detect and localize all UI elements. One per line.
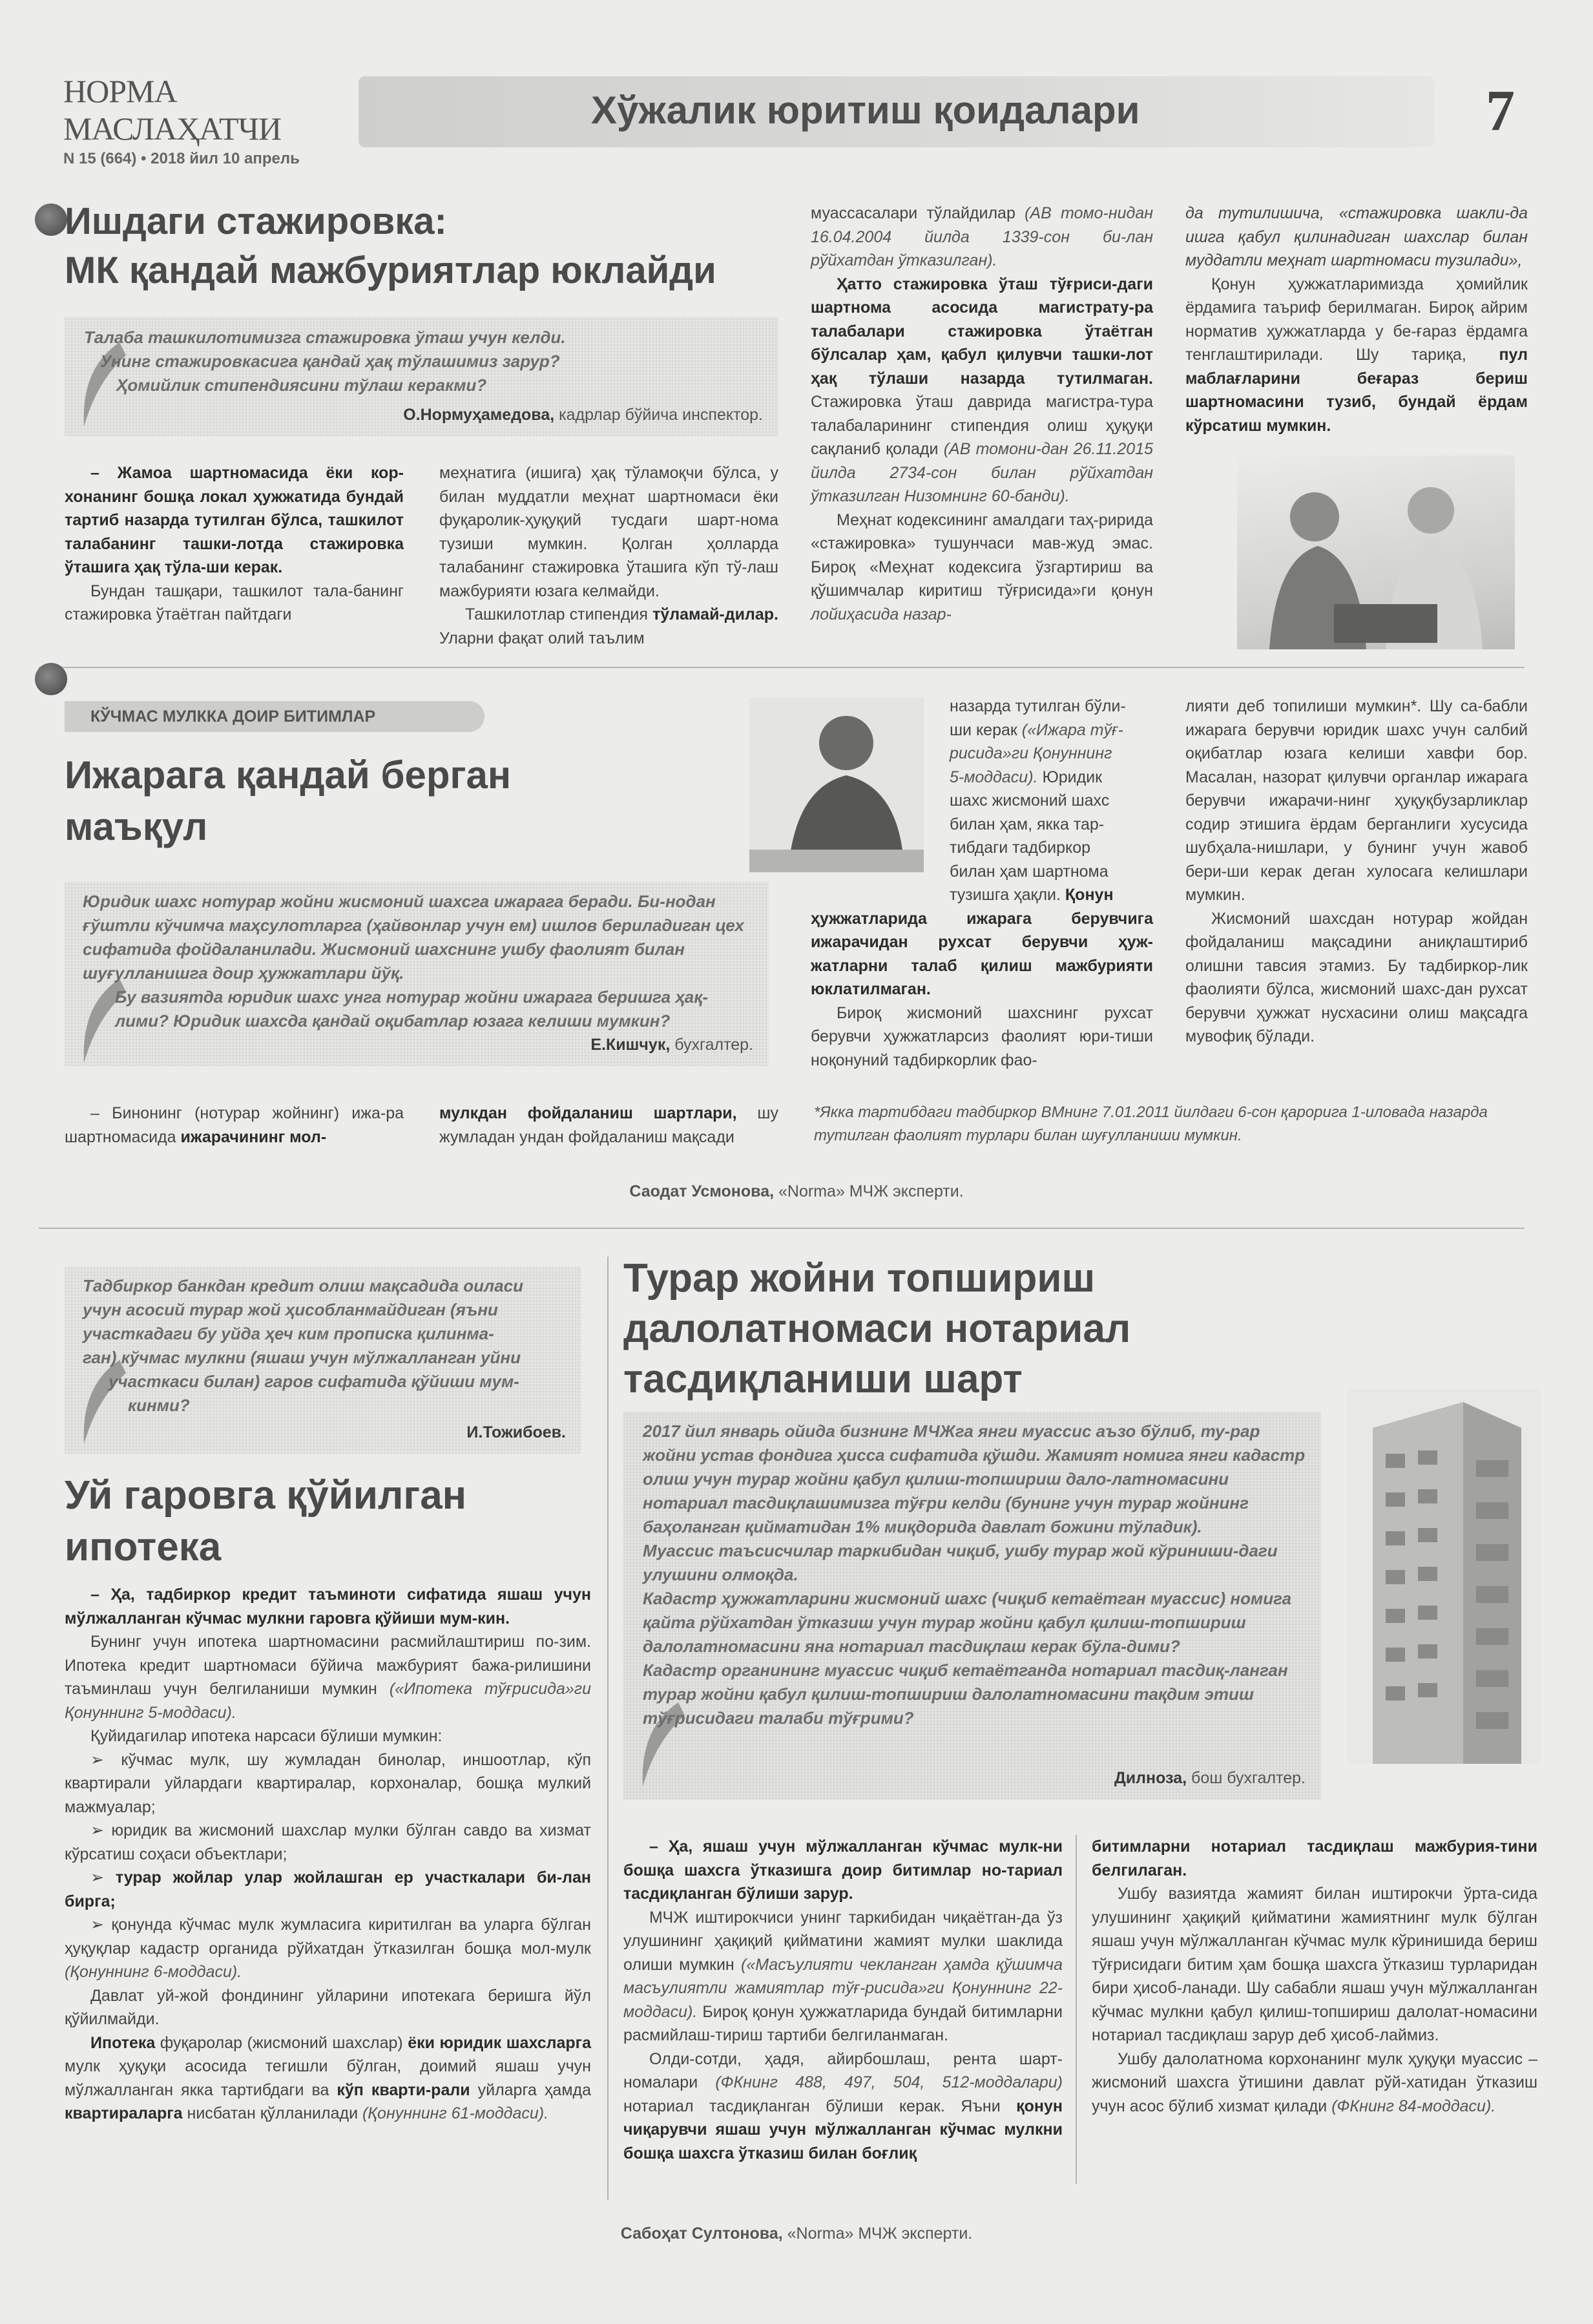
question-author: Е.Кишчук, бухгалтер. (590, 1036, 753, 1054)
question-author: Дилноза, бош бухгалтер. (1114, 1769, 1306, 1787)
article3-question (65, 1266, 581, 1454)
article2-col1: – Бинонинг (нотурар жойнинг) ижа-ра шартномасида ижарачининг мол- (65, 1104, 404, 1146)
article1-col1: – Жамоа шартномасида ёки кор-хонанинг бошқа локал ҳужжатида бундай тартиб назарда тутилган бўлса, ташкилот талабанинг ташки-лотда стажировка ўташига ҳақ тўла-ши керак. Бундан ташқари, ташкилот тала-банинг стажировка ўтаётган пайтдаги (65, 464, 404, 623)
question-line: Унинг стажировкасига қандай ҳақ тўлашимиз зарур? (100, 351, 560, 371)
page-number: 7 (1486, 79, 1515, 143)
brand-logo: НОРМА МАСЛАҲАТЧИ (63, 73, 282, 147)
article1-col3: муассасалари тўлайдилар (АВ томо-нидан 16.04.2004 йилда 1339-сон би-лан рўйхатдан ўтказилган). Ҳатто стажировка ўташ тўғриси-даги шартнома асосида магистрату-ра талабалари стажировка ўтаётган бўлсалар ҳам, қабул қилувчи ташки-лот ҳақ тўлаши назарда тутилмаган. Стажировка ўташ даврида магистра-тура талабаларининг стипендия олиш ҳуқуқи сақланиб қолади (АВ томони-дан 26.11.2015 йилда 2734-сон билан рўйхатдан ўтказилган Низомнинг 60-банди). Меҳнат кодексининг амалдаги таҳ-ририда «стажировка» тушунчаси мав-жуд эмас. Бироқ «Меҳнат кодексига ўзгартириш ва қўшимчалар киритиш тўғрисида»ги қонун лойиҳасида назар- (811, 204, 1154, 623)
article4-byline: Сабоҳат Султонова, «Norma» МЧЖ эксперти. (620, 2225, 973, 2243)
article1-col4: да тутилишича, «стажировка шакли-да ишга қабул қилинадиган шахслар билан муддатли меҳнат шартномаси тузилади», Қонун ҳужжатларимизда ҳомийлик ёрдамига таъриф берилмаган. Бироқ айрим норматив ҳужжатларда у бе-ғараз ёрдамга тенглаштирилади. Шу тариқа, пул маблағларини беғараз бериш шартномасини тузиб, бундай ёрдам кўрсатиш мумкин. (1185, 204, 1528, 435)
article2-title-line1: Ижарага қандай берган (65, 753, 512, 797)
article3-title (65, 1470, 581, 1573)
article4-question: 2017 йил январь ойида бизнинг МЧЖга янги муассис аъзо бўлиб, ту-рар жойни устав фондига ҳисса сифатида қўшди. Жамият номига янги кадастр олиш учун турар жойни қабул қилиш-топшириш дало-латномасини нотариал тасдиқлашимизга тўғри келди (бунинг учун турар жойнинг баҳоланган қийматидан 1% миқдорида давлат божини тўладик). Муассис таъсисчилар таркибидан чиқиб, ушбу турар жой кўриниши-даги улушини олмоқда. Кадастр ҳужжатларини жисмоний шахс (чиқиб кетаётган муассис) номига қайта рўйхатдан ўтказиш учун турар жойни қабул қилиш-топшириш далолатномасини яна нотариал тасдиқлаш керак бўла-дими? Кадастр органининг муассис чиқиб кетаётганда нотариал тасдиқ-ланган турар жойни қабул қилиш-топшириш далолатномасини тақдим этиш тўғрисидаги талаби тўғрими? Дилноза, бош бухгалтер. (623, 1412, 1321, 1799)
section-divider (39, 667, 1525, 668)
article2-col4: лияти деб топилиши мумкин*. Шу са-бабли ижарага берувчи юридик шахс учун салбий оқибатлар юзага келиши хавфи бор. Масалан, назорат қилувчи органлар ижарага берувчи ижарачи-нинг ҳуқуқбузарликлар содир этишига ёрдам берганлиги хусусида шубҳала-нишлари, у бунинг учун жавоб бери-ши керак деган хулосага келишлари мумкин. Жисмоний шахсдан нотурар жойдан фойдаланиш мақсадини аниқлаштириб олишни тавсия этамиз. Бу тадбиркор-лик фаолияти бўлса, жисмоний шахс-дан рухсат берувчи ҳужжат нусхасини олиш мақсадга мувофиқ бўлади. (1185, 697, 1528, 1045)
question-line: Талаба ташкилотимизга стажировка ўташ учун келди. (84, 328, 566, 347)
article3-body: – Ҳа, тадбиркор кредит таъминоти сифатида яшаш учун мўлжалланган кўчмас мулкни гаровга қўйиши мум-кин. Бунинг учун ипотека шартномасини расмийлаштириш по-зим. Ипотека кредит шартномаси бўйича мажбурият бажа-рилишини таъминлаш учун белгиланиши мумкин («Ипотека тўғрисида»ги Қонуннинг 5-моддаси). Қуйидагилар ипотека нарсаси бўлиши мумкин: ➢ кўчмас мулк, шу жумладан бинолар, иншоотлар, кўп квартирали уйлардаги квартиралар, корхоналар, бошқа мулкий мажмуалар; ➢ юридик ва жисмоний шахслар мулки бўлган савдо ва хизмат кўрсатиш соҳаси объектлари; ➢ турар жойлар улар жойлашган ер участкалари би-лан бирга; ➢ қонунда кўчмас мулк жумласига киритилган ва уларга бўлган ҳуқуқлар кадастр органида рўйхатдан ўтказилган бошқа мол-мулк (Қонуннинг 6-моддаси). Давлат уй-жой фондининг уйларини ипотекага беришга йўл қўйилмайди. Ипотека фуқаролар (жисмоний шахслар) ёки юридик шахсларга мулк ҳуқуқи асосида тегишли бўлган, доимий яшаш учун мўлжалланган якка тартибдаги ва кўп кварти-рали уйларга ҳамда квартираларга нисбатан қўлланилади (Қонуннинг 61-моддаси). (65, 1586, 592, 2122)
question-line: учун асосий турар жой ҳисобланмайдиган (яъни (83, 1300, 498, 1319)
column-divider (607, 1257, 609, 2200)
article4-title-line1: Турар жойни топшириш (623, 1256, 1096, 1301)
rubric-badge (65, 701, 484, 732)
question-line: участкаси билан) гаров сифатида қўйиши мум- (109, 1372, 519, 1391)
article3-title-line2: ипотека (65, 1525, 222, 1569)
pin-icon (35, 204, 67, 236)
article1-col2: меҳнатига (ишига) ҳақ тўламоқчи бўлса, у билан муддатли меҳнат шартномаси ёки фуқаролик-ҳуқуқий тусдаги шарт-нома тузиши мумкин. Қолган ҳолларда талабанинг стажировка ўташига кўп тў-лаш мажбурияти юзага келмайди. Ташкилотлар стипендия тўламай-дилар. Уларни фақат олий таълим (439, 464, 778, 647)
article2-title-line2: маъқул (65, 805, 208, 848)
article1-title-line2: МК қандай мажбуриятлар юклайди (65, 249, 716, 291)
article4-title-line3: тасдиқланиши шарт (623, 1357, 1023, 1401)
interview-photo (1237, 455, 1515, 649)
question-line: Ҳомийлик стипендиясини тўлаш керакми? (116, 375, 487, 395)
section-banner (359, 76, 1434, 147)
article2-question: Юридик шахс нотурар жойни жисмоний шахсга ижарага беради. Би-нодан ғўштли кўчимча маҳсулотларга (ҳайвонлар учун ем) ишлов бериладиган цех сифатида фойдаланилади. Жисмоний шахснинг ушбу фаолият билан шуғулланишга доир ҳужжатлари йўқ. Бу вазиятда юридик шахс унга нотурар жойни ижарага беришга ҳақ-лими? Юридик шахсда қандай оқибатлар юзага келиши мумкин? Е.Кишчук, бухгалтер. (65, 882, 769, 1066)
article4-title (623, 1253, 1334, 1405)
article4-col2: битимларни нотариал тасдиқлаш мажбурия-тини белгилаган. Ушбу вазиятда жамият билан иштирокчи ўрта-сида улушининг ҳақиқий қийматини жамиятнинг мулк бўлган яшаш учун мўлжалланган кўчмас мулк кўринишида бериш тўғрисидаги битим ҳам бошқа шахсга ўтказиш турларидан бири ҳисоб-ланади. Шу сабабли яшаш учун мўлжалланган кўчмас мулкни қабул қилиш-топшириш далолат-номасини нотариал тасдиқлаш зарур деб ҳисоб-лаймиз. Ушбу далолатнома корхонанинг мулк ҳуқуқи муассис – жисмоний шахсга ўтишини давлат рўй-хатидан ўтказиш учун асос бўлиб хизмат қилади (ФКнинг 84-моддаси). (1092, 1837, 1537, 2115)
article2-footnote: *Якка тартибдаги тадбиркор ВМнинг 7.01.2011 йилдаги 6-сон қарорига 1-иловада назарда тутилган фаолият турлари билан шуғулланиши мумкин. (814, 1104, 1488, 1144)
question-line: участкадаги бу уйда ҳеч ким прописка қилинма- (83, 1324, 494, 1343)
article4-title-line2: далолатномаси нотариал (623, 1306, 1131, 1351)
article2-col3: назарда тутилган бўли- ши керак («Ижара тўғ- рисида»ги Қонуннинг 5-моддаси). Юридик шахс жисмоний шахс билан ҳам, якка тар- тибдаги тадбиркор билан ҳам шартнома тузишга ҳақли. Қонун ҳужжатларида ижарага берувчига ижарачидан рухсат берувчи ҳуж-жатларни талаб қилиш мажбурияти юклатилмаган. Бироқ жисмоний шахснинг рухсат берувчи ҳужжатларсиз фаолият юри-тиши ноқонуний тадбиркорлик фао- (811, 697, 1153, 1069)
question-line: ган) кўчмас мулкни (яшаш учун мўлжалланган уйни (83, 1348, 521, 1367)
section-divider (39, 1228, 1525, 1229)
article2-byline: Саодат Усмонова, «Norma» МЧЖ эксперти. (629, 1182, 964, 1200)
question-line: Тадбиркор банкдан кредит олиш мақсадида оиласи (83, 1276, 523, 1295)
apartment-building-photo (1347, 1389, 1541, 1764)
masthead (63, 72, 341, 168)
article1-question (65, 317, 778, 436)
rubric-label: КЎЧМАС МУЛККА ДОИР БИТИМЛАР (90, 707, 376, 726)
column-divider (1076, 1835, 1077, 2184)
pin-icon (35, 663, 67, 695)
question-author: И.Тожибоев. (466, 1423, 566, 1441)
question-author: О.Нормуҳамедова, кадрлар бўйича инспектор. (403, 406, 763, 424)
article4-col1: – Ҳа, яшаш учун мўлжалланган кўчмас мулк-ни бошқа шахсга ўтказишга доир битимлар но-тариал тасдиқланган бўлиши зарур. МЧЖ иштирокчиси унинг таркибидан чиқаётган-да ўз улушининг ҳақиқий қийматини жамият мулки шаклида олиши мумкин («Масъулияти чекланган ҳамда қўшимча масъулиятли жамиятлар тўғ-рисида»ги Қонуннинг 22-моддаси). Бироқ қонун ҳужжатларида бундай битимларни расмийлаш-тириш тартиби белгиланмаган. Олди-сотди, ҳадя, айирбошлаш, рента шарт-номалари (ФКнинг 488, 497, 504, 512-моддалари) нотариал тасдиқланган бўлиши керак. Яъни қонун чиқарувчи яшаш учун мўлжалланган кўчмас мулкни бошқа шахсга ўтказиш билан боғлиқ (623, 1837, 1063, 2162)
question-line: кинми? (128, 1396, 190, 1415)
article1-title (65, 197, 807, 295)
section-title: Хўжалик юритиш қоидалари (591, 89, 1140, 132)
article3-title-line1: Уй гаровга қўйилган (65, 1473, 467, 1518)
article2-col2: мулкдан фойдаланиш шартлари, шу жумладан ундан фойдаланиш мақсади (439, 1104, 778, 1146)
issue-line: N 15 (664) • 2018 йил 10 апрель (63, 150, 300, 167)
article1-title-line1: Ишдаги стажировка: (65, 200, 447, 242)
article2-title (65, 749, 568, 853)
